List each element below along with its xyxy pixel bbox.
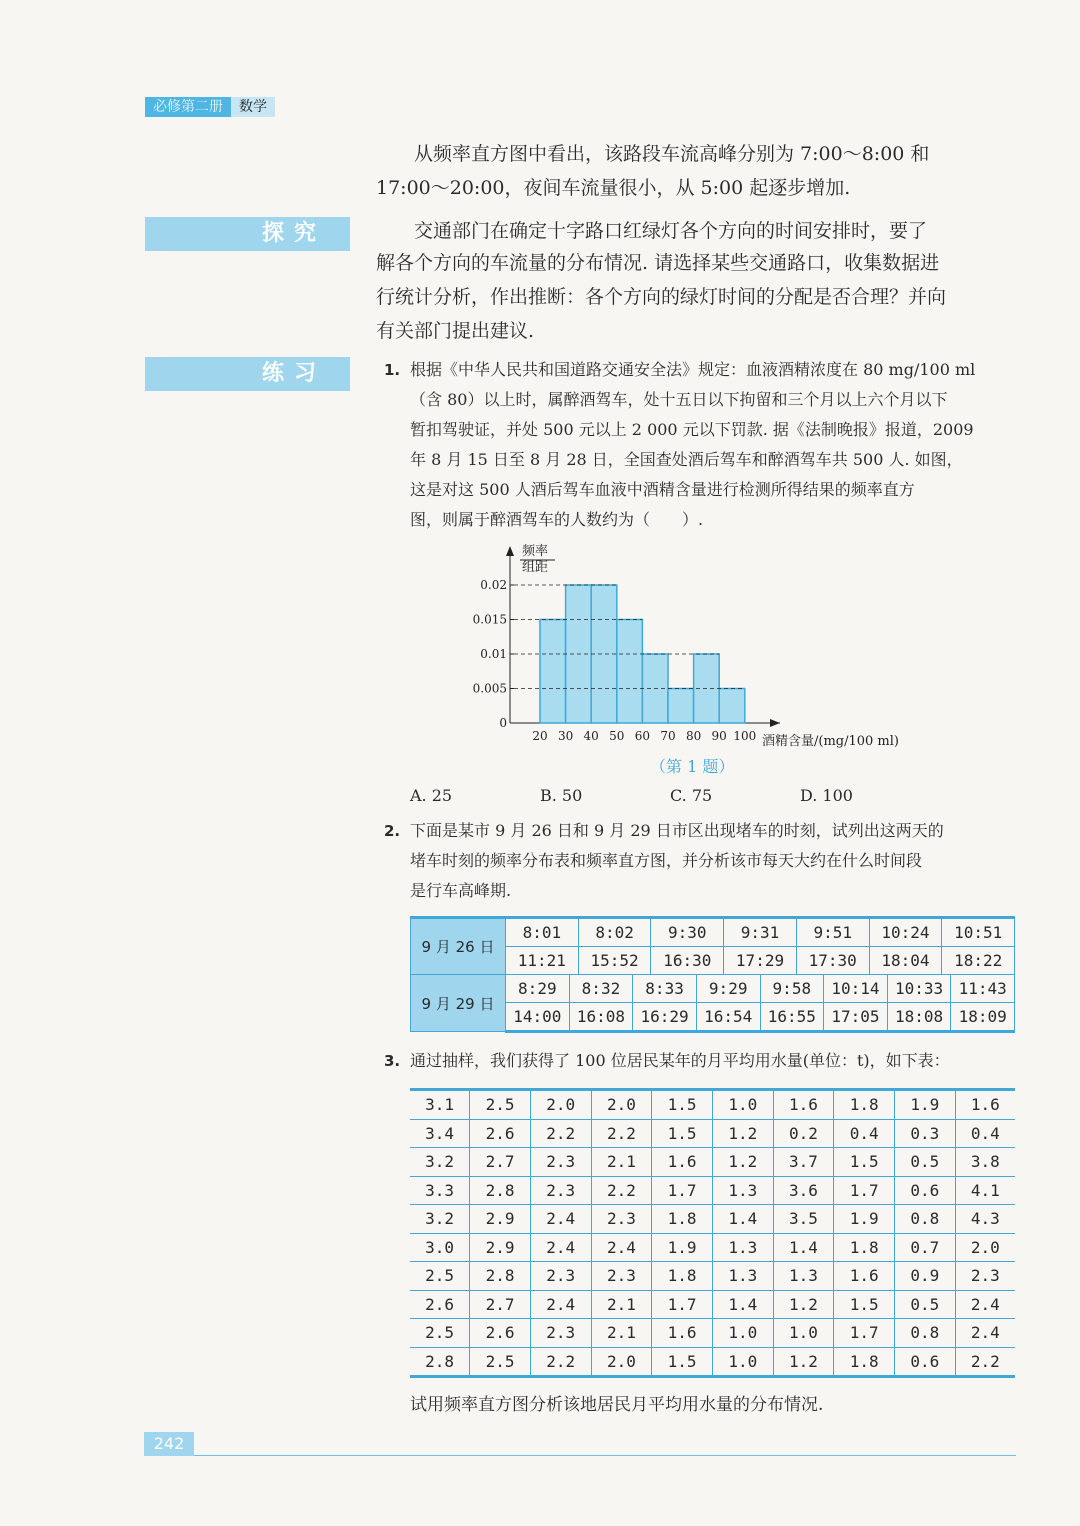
table-cell: 2.2 — [530, 1347, 591, 1377]
page-number: 242 — [144, 1432, 194, 1456]
y-label-bottom: 组距 — [522, 560, 549, 575]
time-cell: 8:02 — [578, 919, 651, 946]
table-cell: 2.2 — [591, 1176, 652, 1205]
subject-title: 数学 — [231, 97, 275, 117]
table-row — [410, 1119, 1015, 1148]
time-cell: 17:29 — [723, 947, 796, 974]
table-cell: 1.6 — [955, 1090, 1015, 1120]
table-cell: 2.8 — [410, 1347, 470, 1377]
table-cell: 3.5 — [773, 1205, 834, 1234]
table-cell: 2.4 — [955, 1290, 1015, 1319]
table-cell: 1.8 — [834, 1347, 895, 1377]
table-cell: 2.4 — [591, 1233, 652, 1262]
table-cell: 1.2 — [773, 1347, 834, 1377]
explore-line: 解各个方向的车流量的分布情况. 请选择某些交通路口，收集数据进 — [376, 252, 940, 274]
table-cell: 3.4 — [410, 1119, 470, 1148]
table-cell: 2.5 — [410, 1319, 470, 1348]
table-cell: 2.5 — [410, 1262, 470, 1291]
table-cell: 1.6 — [652, 1319, 713, 1348]
problem-line: 暂扣驾驶证，并处 500 元以上 2 000 元以下罚款. 据《法制晚报》报道，2009 — [410, 420, 974, 439]
y-axis-arrow — [506, 546, 514, 556]
table-cell: 0.7 — [895, 1233, 956, 1262]
problem-2-text — [410, 816, 1018, 906]
table-cell: 3.0 — [410, 1233, 470, 1262]
table-cell: 3.6 — [773, 1176, 834, 1205]
table-cell: 1.5 — [652, 1090, 713, 1120]
explore-paragraph — [376, 214, 1018, 248]
histogram-bar — [668, 689, 694, 724]
time-cell: 9:31 — [723, 919, 796, 946]
explore-line: 行统计分析，作出推断：各个方向的绿灯时间的分配是否合理？并向 — [376, 286, 947, 308]
intro-paragraph-2 — [376, 171, 1018, 205]
time-row — [506, 947, 1014, 974]
table-row — [410, 1148, 1015, 1177]
table-cell: 2.9 — [470, 1233, 531, 1262]
problem-2-number: 2. — [384, 822, 401, 840]
x-tick-label: 30 — [557, 729, 574, 743]
table-cell: 1.7 — [652, 1176, 713, 1205]
table-cell: 0.3 — [895, 1119, 956, 1148]
explore-paragraph-2 — [376, 246, 1018, 348]
problem-3-question: 试用频率直方图分析该地居民月平均用水量的分布情况. — [410, 1395, 824, 1415]
y-tick-label: 0.01 — [480, 647, 507, 661]
table-cell: 2.6 — [470, 1119, 531, 1148]
problem-line: 图，则属于醉酒驾车的人数约为（ ）. — [410, 510, 704, 529]
table-cell: 0.6 — [895, 1176, 956, 1205]
table-cell: 2.1 — [591, 1290, 652, 1319]
table-cell: 0.4 — [955, 1119, 1015, 1148]
table-cell: 1.4 — [712, 1205, 773, 1234]
table-cell: 1.7 — [834, 1176, 895, 1205]
table-row — [410, 1090, 1015, 1120]
problem-3-text: 通过抽样，我们获得了 100 位居民某年的月平均用水量(单位：t)，如下表： — [410, 1051, 950, 1070]
table-cell: 1.0 — [712, 1347, 773, 1377]
x-axis-arrow — [770, 719, 780, 727]
table-cell: 1.6 — [834, 1262, 895, 1291]
choice-c[interactable]: C. 75 — [670, 786, 713, 805]
time-cell: 9:29 — [696, 975, 760, 1002]
problem-line: 堵车时刻的频率分布表和频率直方图，并分析该市每天大约在什么时间段 — [410, 851, 923, 870]
table-cell: 3.1 — [410, 1090, 470, 1120]
table-cell: 1.2 — [773, 1290, 834, 1319]
time-cell: 18:04 — [869, 947, 942, 974]
x-tick-label: 100 — [733, 729, 757, 743]
table-cell: 1.4 — [773, 1233, 834, 1262]
time-row — [506, 975, 1014, 1002]
row-container — [506, 918, 1015, 947]
table-cell: 1.3 — [712, 1233, 773, 1262]
table-cell: 2.7 — [470, 1290, 531, 1319]
time-cell: 9:58 — [760, 975, 824, 1002]
table-cell: 2.2 — [591, 1119, 652, 1148]
explore-section-label: 探究 — [145, 217, 350, 251]
table-cell: 2.6 — [470, 1319, 531, 1348]
row-container — [506, 947, 1015, 975]
table-cell: 0.5 — [895, 1148, 956, 1177]
table-cell: 4.3 — [955, 1205, 1015, 1234]
table-cell: 2.0 — [591, 1347, 652, 1377]
table-row — [410, 1262, 1015, 1291]
problem-line: 根据《中华人民共和国道路交通安全法》规定：血液酒精浓度在 80 mg/100 ml — [410, 360, 976, 379]
time-cell: 10:24 — [869, 919, 942, 946]
table-cell: 2.4 — [955, 1319, 1015, 1348]
problem-1-number: 1. — [384, 361, 401, 379]
table-row — [411, 975, 1015, 1003]
answer-choices — [410, 786, 930, 805]
y-tick-label: 0.015 — [472, 612, 507, 627]
table-cell: 3.8 — [955, 1148, 1015, 1177]
time-cell: 16:29 — [632, 1003, 696, 1030]
table-cell: 2.3 — [530, 1148, 591, 1177]
row-container — [506, 1003, 1015, 1032]
problem-3-number: 3. — [384, 1052, 401, 1070]
table-cell: 2.4 — [530, 1205, 591, 1234]
table-cell: 1.6 — [773, 1090, 834, 1120]
table-cell: 2.3 — [591, 1205, 652, 1234]
time-cell: 18:09 — [950, 1003, 1014, 1030]
table-cell: 1.5 — [652, 1119, 713, 1148]
x-tick-label: 50 — [609, 729, 625, 743]
table-cell: 3.2 — [410, 1148, 470, 1177]
table-cell: 1.6 — [652, 1148, 713, 1177]
time-cell: 10:14 — [823, 975, 887, 1002]
practice-section-label: 练习 — [145, 357, 350, 391]
table-cell: 2.3 — [530, 1176, 591, 1205]
time-cell: 11:43 — [950, 975, 1014, 1002]
x-axis-label: 酒精含量/(mg/100 ml) — [762, 734, 899, 749]
table-cell: 0.8 — [895, 1319, 956, 1348]
choice-a[interactable]: A. 25 — [410, 786, 453, 805]
date-cell: 9 月 26 日 — [411, 918, 506, 975]
table-cell: 1.4 — [712, 1290, 773, 1319]
x-tick-label: 90 — [711, 729, 727, 743]
histogram-bar — [719, 689, 745, 724]
figure-caption: （第 1 题） — [650, 757, 735, 776]
table-cell: 2.2 — [530, 1119, 591, 1148]
time-cell: 16:30 — [650, 947, 723, 974]
problem-line: 年 8 月 15 日至 8 月 28 日，全国查处酒后驾车和醉酒驾车共 500 人. 如图， — [410, 450, 963, 469]
table-cell: 1.2 — [712, 1148, 773, 1177]
x-tick-label: 20 — [532, 729, 548, 743]
table-cell: 2.3 — [530, 1319, 591, 1348]
table-cell: 2.1 — [591, 1148, 652, 1177]
table-cell: 1.8 — [834, 1233, 895, 1262]
table-cell: 1.9 — [895, 1090, 956, 1120]
problem-line: 下面是某市 9 月 26 日和 9 月 29 日市区出现堵车的时刻，试列出这两天的 — [410, 821, 944, 840]
time-cell: 17:05 — [823, 1003, 887, 1030]
table-cell: 2.5 — [470, 1347, 531, 1377]
table-cell: 0.5 — [895, 1290, 956, 1319]
problem-line: 是行车高峰期. — [410, 881, 512, 900]
table-cell: 1.3 — [773, 1262, 834, 1291]
table-cell: 0.2 — [773, 1119, 834, 1148]
table-cell: 3.2 — [410, 1205, 470, 1234]
histogram-bar — [617, 620, 643, 724]
intro-paragraph — [376, 137, 1018, 171]
y-tick-label: 0 — [499, 716, 507, 730]
table-cell: 2.3 — [955, 1262, 1015, 1291]
time-cell: 14:00 — [513, 1007, 562, 1026]
table-cell: 2.4 — [530, 1290, 591, 1319]
time-cell: 11:21 — [517, 951, 566, 970]
table-cell: 1.0 — [712, 1319, 773, 1348]
table-cell: 2.3 — [530, 1262, 591, 1291]
table-cell: 3.7 — [773, 1148, 834, 1177]
time-cell: 8:32 — [569, 975, 633, 1002]
intro-line: 从频率直方图中看出，该路段车流高峰分别为 7:00～8:00 和 — [414, 143, 930, 165]
table-cell: 2.2 — [955, 1347, 1015, 1377]
table-cell: 1.5 — [652, 1347, 713, 1377]
table-cell: 0.6 — [895, 1347, 956, 1377]
table-row — [410, 1319, 1015, 1348]
table-cell: 2.9 — [470, 1205, 531, 1234]
time-cell: 9:51 — [796, 919, 869, 946]
table-row — [411, 918, 1015, 947]
explore-line: 交通部门在确定十字路口红绿灯各个方向的时间安排时，要了 — [414, 220, 928, 242]
table-cell: 1.0 — [712, 1090, 773, 1120]
intro-line: 17:00～20:00，夜间车流量很小，从 5:00 起逐步增加. — [376, 177, 851, 199]
time-row — [506, 919, 1014, 946]
table-cell: 1.7 — [652, 1290, 713, 1319]
x-tick-label: 80 — [685, 729, 702, 743]
time-cell: 15:52 — [578, 947, 651, 974]
table-row — [410, 1290, 1015, 1319]
table-cell: 1.8 — [652, 1262, 713, 1291]
time-row — [506, 1003, 1014, 1030]
table-cell: 2.0 — [955, 1233, 1015, 1262]
time-cell: 16:55 — [760, 1003, 824, 1030]
table-cell: 2.7 — [470, 1148, 531, 1177]
table-cell: 1.8 — [652, 1205, 713, 1234]
time-cell: 16:08 — [569, 1003, 633, 1030]
table-cell: 1.3 — [712, 1262, 773, 1291]
choice-b[interactable]: B. 50 — [540, 786, 583, 805]
table-row — [410, 1233, 1015, 1262]
table-cell: 0.8 — [895, 1205, 956, 1234]
table-cell: 2.3 — [591, 1262, 652, 1291]
histogram-chart — [460, 540, 940, 750]
table-cell: 2.8 — [470, 1176, 531, 1205]
table-cell: 1.8 — [834, 1090, 895, 1120]
choice-d[interactable]: D. 100 — [800, 786, 853, 805]
table-cell: 1.5 — [834, 1290, 895, 1319]
time-cell: 16:54 — [696, 1003, 760, 1030]
row-container — [506, 975, 1015, 1003]
x-tick-label: 60 — [634, 729, 651, 743]
time-cell: 17:30 — [796, 947, 869, 974]
table-cell: 1.2 — [712, 1119, 773, 1148]
time-cell: 9:30 — [650, 919, 723, 946]
table-cell: 2.0 — [530, 1090, 591, 1120]
table-cell: 0.9 — [895, 1262, 956, 1291]
time-cell: 8:01 — [522, 923, 562, 942]
explore-line: 有关部门提出建议. — [376, 320, 535, 342]
time-cell: 10:33 — [887, 975, 951, 1002]
x-tick-label: 70 — [660, 729, 676, 743]
time-cell: 8:33 — [632, 975, 696, 1002]
table-cell: 1.3 — [712, 1176, 773, 1205]
chapter-tag — [145, 97, 275, 117]
time-cell: 18:08 — [887, 1003, 951, 1030]
problem-1-text — [410, 355, 1018, 535]
table-row — [410, 1176, 1015, 1205]
table-cell: 2.1 — [591, 1319, 652, 1348]
water-usage-table — [410, 1088, 1015, 1378]
footer-rule — [194, 1455, 1016, 1456]
table-cell: 2.4 — [530, 1233, 591, 1262]
time-cell: 10:51 — [941, 919, 1014, 946]
table-row — [410, 1347, 1015, 1377]
table-cell: 1.0 — [773, 1319, 834, 1348]
table-cell: 0.4 — [834, 1119, 895, 1148]
book-title: 必修第二册 — [145, 97, 231, 117]
problem-line: （含 80）以上时，属醉酒驾车，处十五日以下拘留和三个月以上六个月以下 — [410, 390, 948, 409]
problem-line: 这是对这 500 人酒后驾车血液中酒精含量进行检测所得结果的频率直方 — [410, 480, 915, 499]
y-tick-label: 0.02 — [480, 578, 507, 592]
traffic-jam-table — [410, 916, 1015, 1033]
time-cell: 8:29 — [518, 979, 557, 998]
x-tick-label: 40 — [583, 729, 599, 743]
table-cell: 1.7 — [834, 1319, 895, 1348]
table-row — [410, 1205, 1015, 1234]
table-cell: 2.8 — [470, 1262, 531, 1291]
table-cell: 2.5 — [470, 1090, 531, 1120]
histogram-bar — [540, 620, 566, 724]
time-cell: 18:22 — [941, 947, 1014, 974]
table-cell: 4.1 — [955, 1176, 1015, 1205]
table-cell: 2.6 — [410, 1290, 470, 1319]
table-cell: 1.9 — [652, 1233, 713, 1262]
date-cell: 9 月 29 日 — [411, 975, 506, 1032]
table-cell: 3.3 — [410, 1176, 470, 1205]
table-cell: 1.5 — [834, 1148, 895, 1177]
y-label-top: 频率 — [522, 544, 549, 559]
table-cell: 1.9 — [834, 1205, 895, 1234]
y-tick-label: 0.005 — [472, 681, 507, 696]
table-cell: 2.0 — [591, 1090, 652, 1120]
